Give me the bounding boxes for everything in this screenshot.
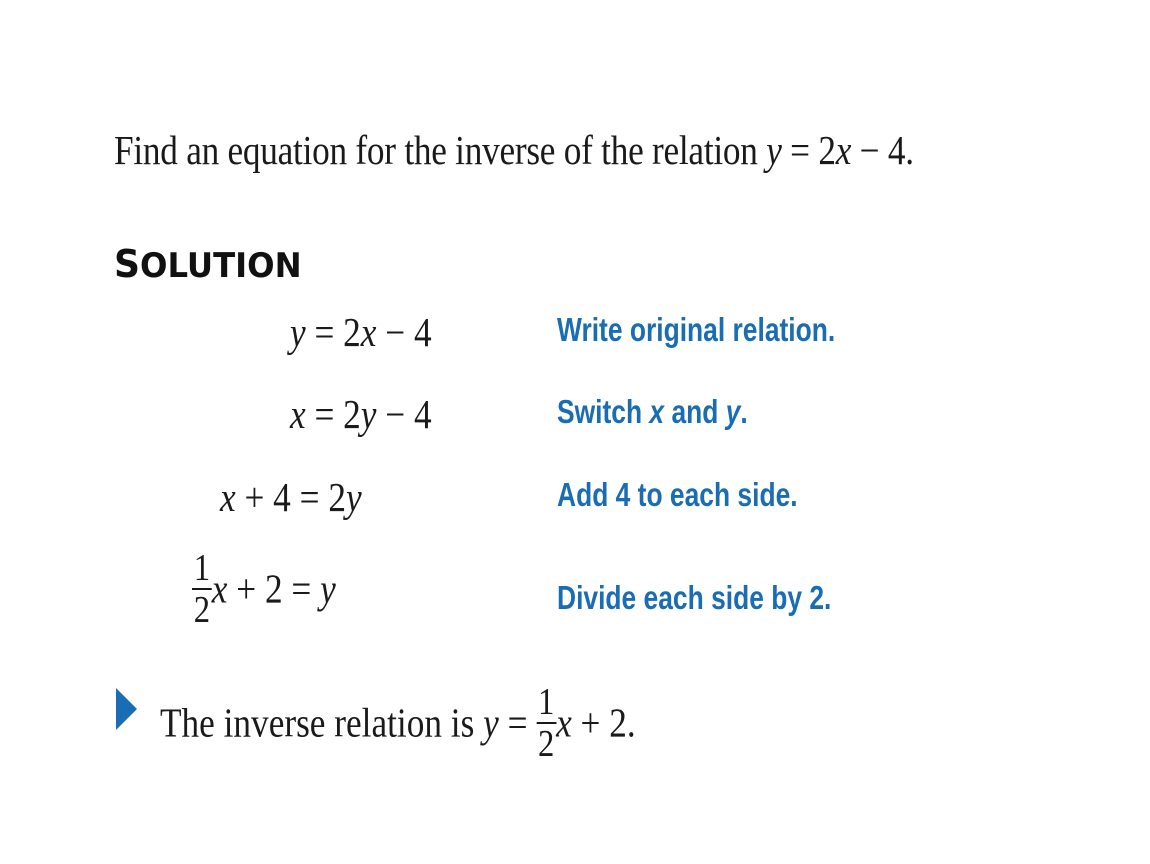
step-2-note-part: and xyxy=(664,393,726,430)
problem-text: Find an equation for the inverse of the relation xyxy=(114,127,767,173)
step-2-equation xyxy=(290,390,432,438)
solution-heading-initial: S xyxy=(114,242,141,286)
conclusion-equals: = xyxy=(498,699,537,746)
solution-heading xyxy=(114,242,302,286)
triangle-bullet-icon xyxy=(116,688,137,730)
step-4-fraction-numerator: 1 xyxy=(193,547,211,589)
conclusion-rest: x + 2. xyxy=(556,699,636,746)
step-1-note: Write original relation. xyxy=(557,311,836,348)
step-4-note: Divide each side by 2. xyxy=(557,579,832,616)
step-3-equation-text: x + 4 = 2y xyxy=(220,474,362,520)
conclusion-fraction-numerator: 1 xyxy=(538,681,555,723)
solution-heading-rest: OLUTION xyxy=(140,246,302,286)
conclusion-text: The inverse relation is xyxy=(160,699,484,746)
step-4-equation xyxy=(192,547,336,634)
step-2-note-var-y: y xyxy=(725,393,741,430)
step-2-note xyxy=(557,393,748,431)
step-2-equation-text: x = 2y − 4 xyxy=(290,391,432,437)
step-4-fraction xyxy=(192,548,212,630)
problem-statement xyxy=(114,126,914,174)
conclusion-lhs: y xyxy=(483,699,499,746)
step-1-equation xyxy=(290,308,432,356)
problem-equation-rhs: = 2x − 4. xyxy=(781,127,914,173)
step-2-note-var-x: x xyxy=(649,393,665,430)
step-2-note-part: Switch xyxy=(557,393,650,430)
conclusion-fraction-denominator: 2 xyxy=(538,723,555,765)
step-3-note: Add 4 to each side. xyxy=(557,476,798,513)
step-4-equation-rest: x + 2 = y xyxy=(211,565,336,612)
conclusion xyxy=(160,681,636,768)
conclusion-fraction xyxy=(536,682,556,764)
step-4-fraction-denominator: 2 xyxy=(193,589,211,631)
step-1-equation-text: y = 2x − 4 xyxy=(290,309,432,355)
step-2-note-part: . xyxy=(740,393,748,430)
step-3-equation xyxy=(220,473,362,521)
problem-equation-lhs: y xyxy=(766,127,782,173)
